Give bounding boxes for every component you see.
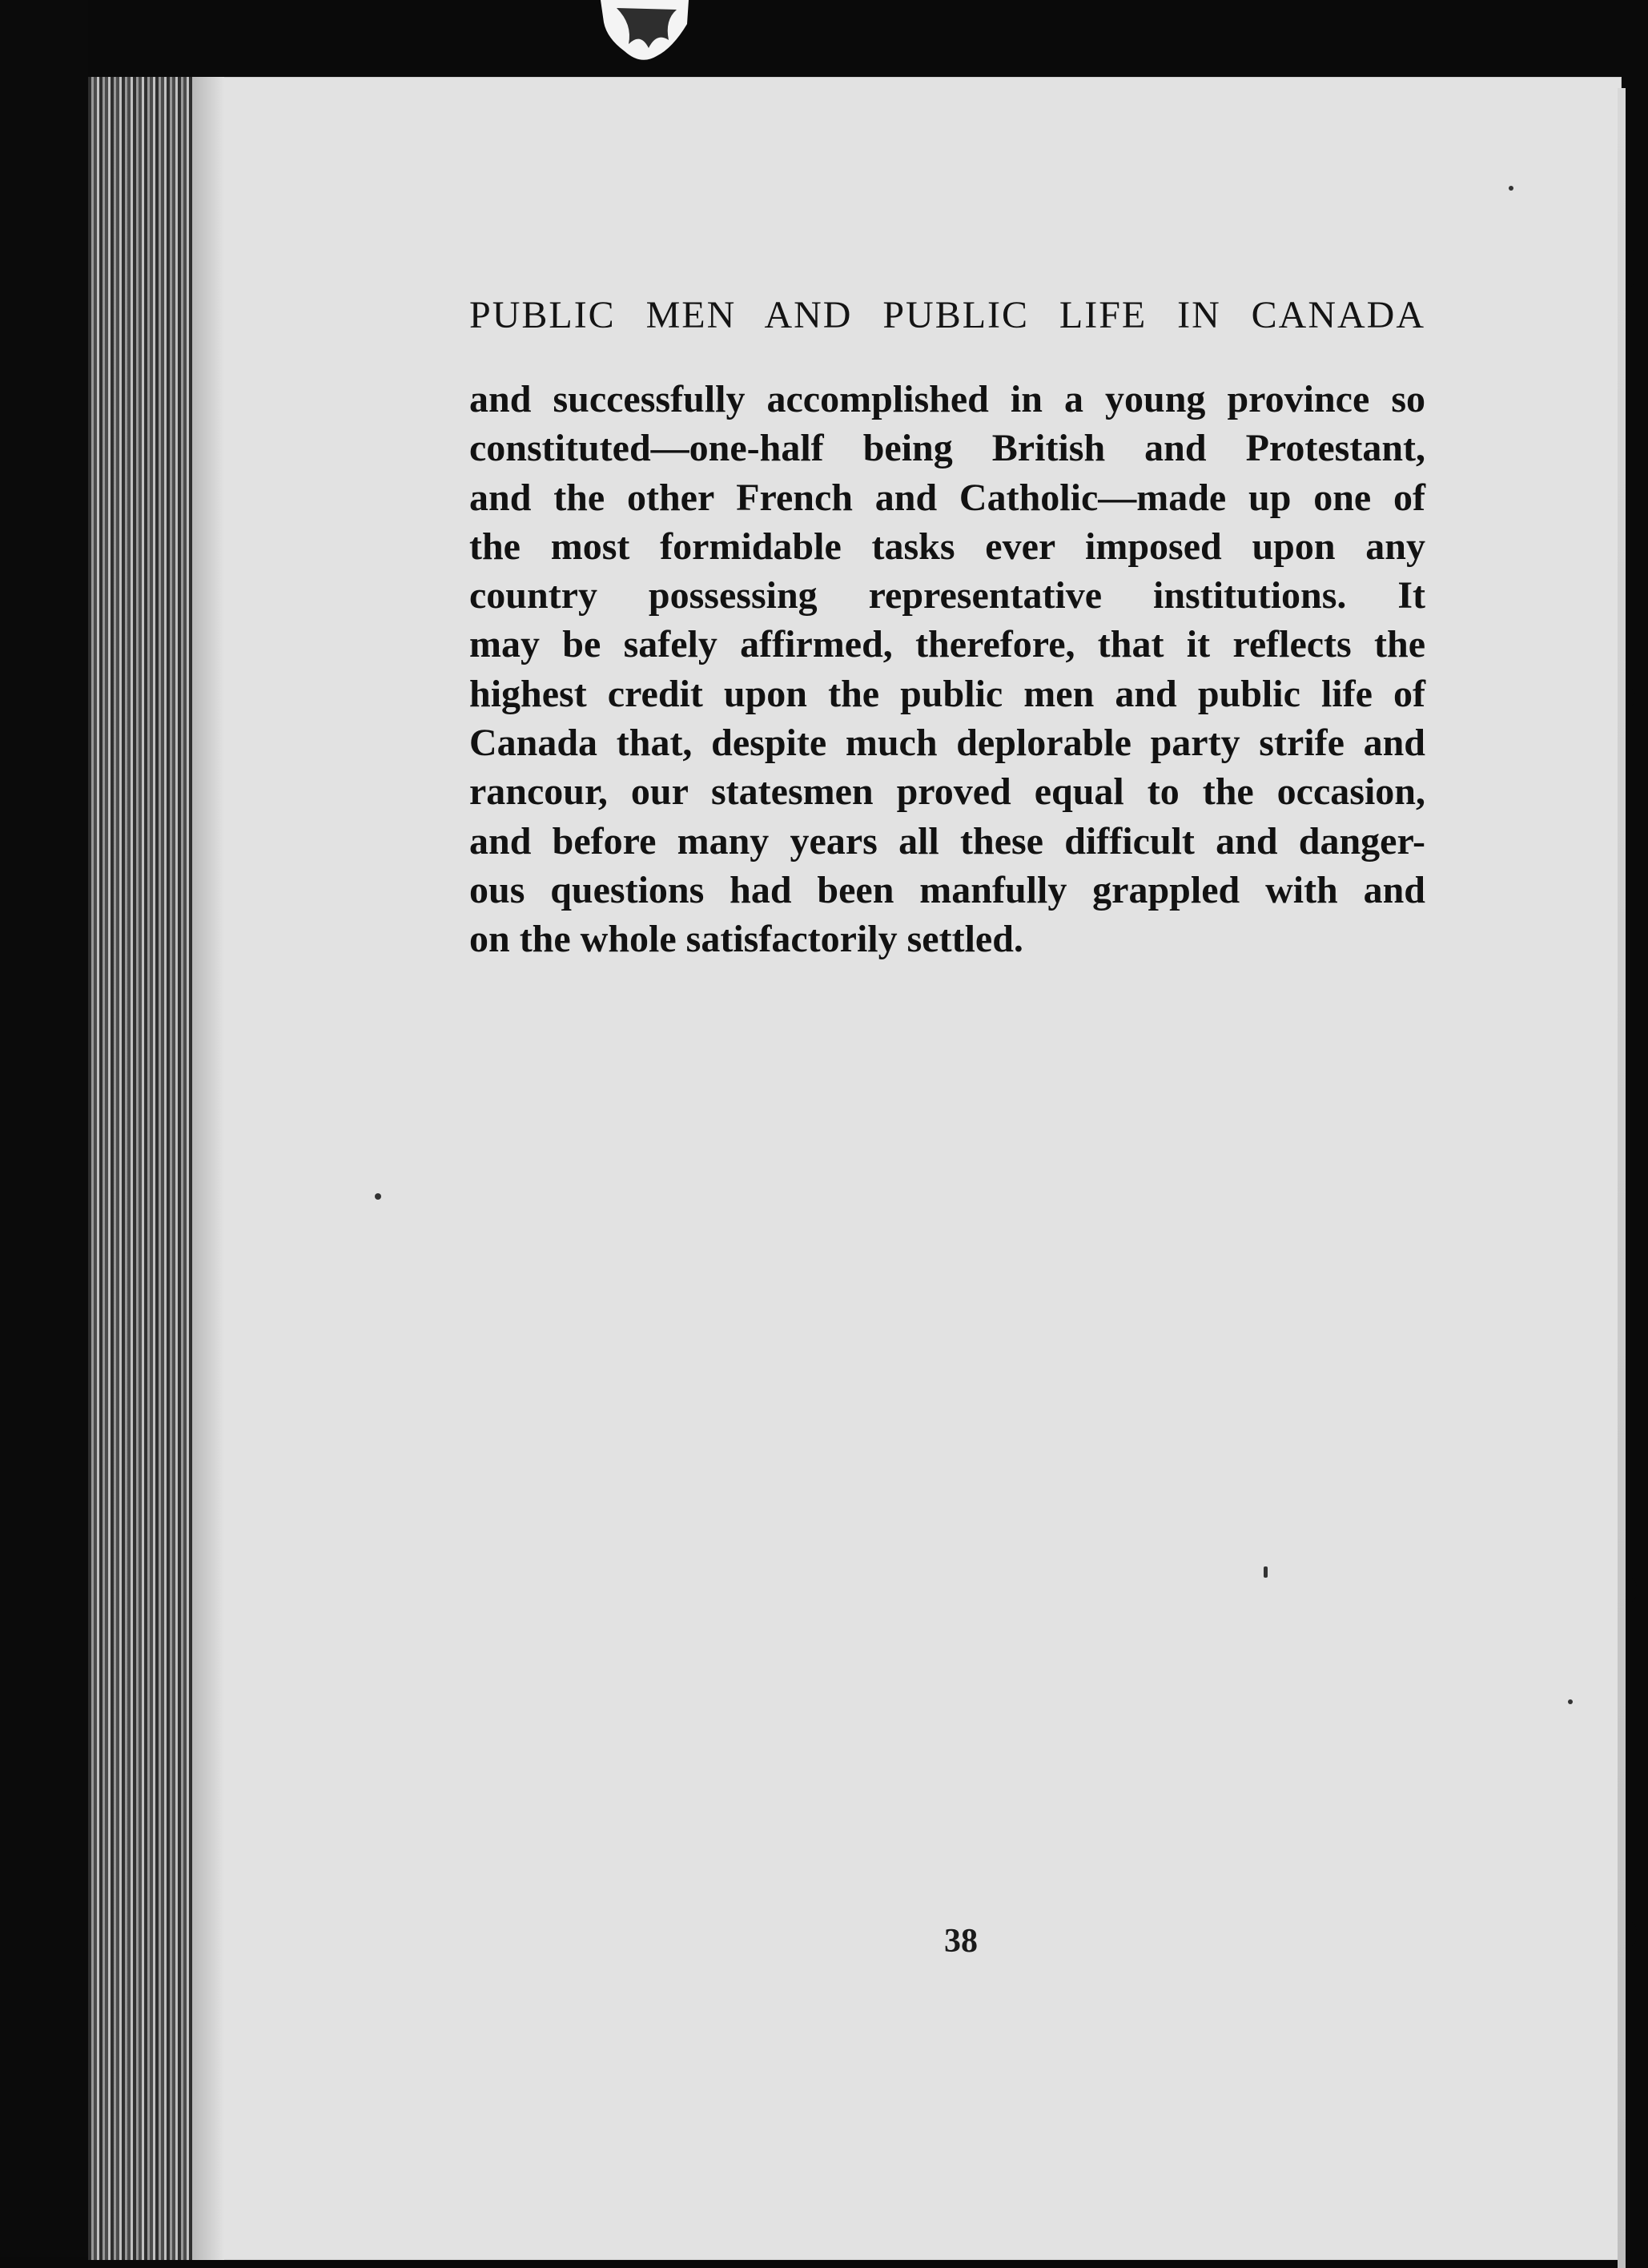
text-line: may be safely affirmed, therefore, that it reflects the [469,623,1425,666]
text-line: and successfully accomplished in a young province so [469,378,1425,420]
scan-speck [1626,1922,1637,1946]
scan-speck [1626,248,1634,287]
text-line: country possessing representative institutions. It [469,574,1425,617]
text-line: and the other French and Catholic—made up one of [469,476,1425,519]
body-paragraph [469,375,1425,964]
text-line: ous questions had been manfully grappled with and [469,868,1425,911]
text-line: Canada that, despite much deplorable party strife and [469,722,1425,765]
text-line: and before many years all these difficult and danger- [469,819,1425,863]
text-line: rancour, our statesmen proved equal to the occasion, [469,770,1425,814]
text-line: highest credit upon the public men and public life of [469,672,1425,715]
page-number: 38 [944,1923,978,1960]
scan-left-border [0,0,88,2268]
scan-speck [1626,689,1635,706]
ink-blot [593,0,697,64]
text-line: on the whole satisfactorily settled. [469,918,1023,961]
scan-top-border [0,0,1648,88]
scan-speck [1568,1699,1573,1704]
page-gutter-shadow [192,77,224,2260]
scan-speck [1626,1578,1637,1602]
scan-speck [375,1193,381,1200]
text-line: constituted—one-half being British and Protestant, [469,427,1425,470]
page-stack-edges [88,77,192,2260]
right-page-strip [1618,88,1626,2268]
running-head: PUBLIC MEN AND PUBLIC LIFE IN CANADA [469,294,1425,336]
scan-speck [1264,1566,1268,1578]
text-line: the most formidable tasks ever imposed upon any [469,525,1425,568]
scan-speck [1509,186,1513,191]
